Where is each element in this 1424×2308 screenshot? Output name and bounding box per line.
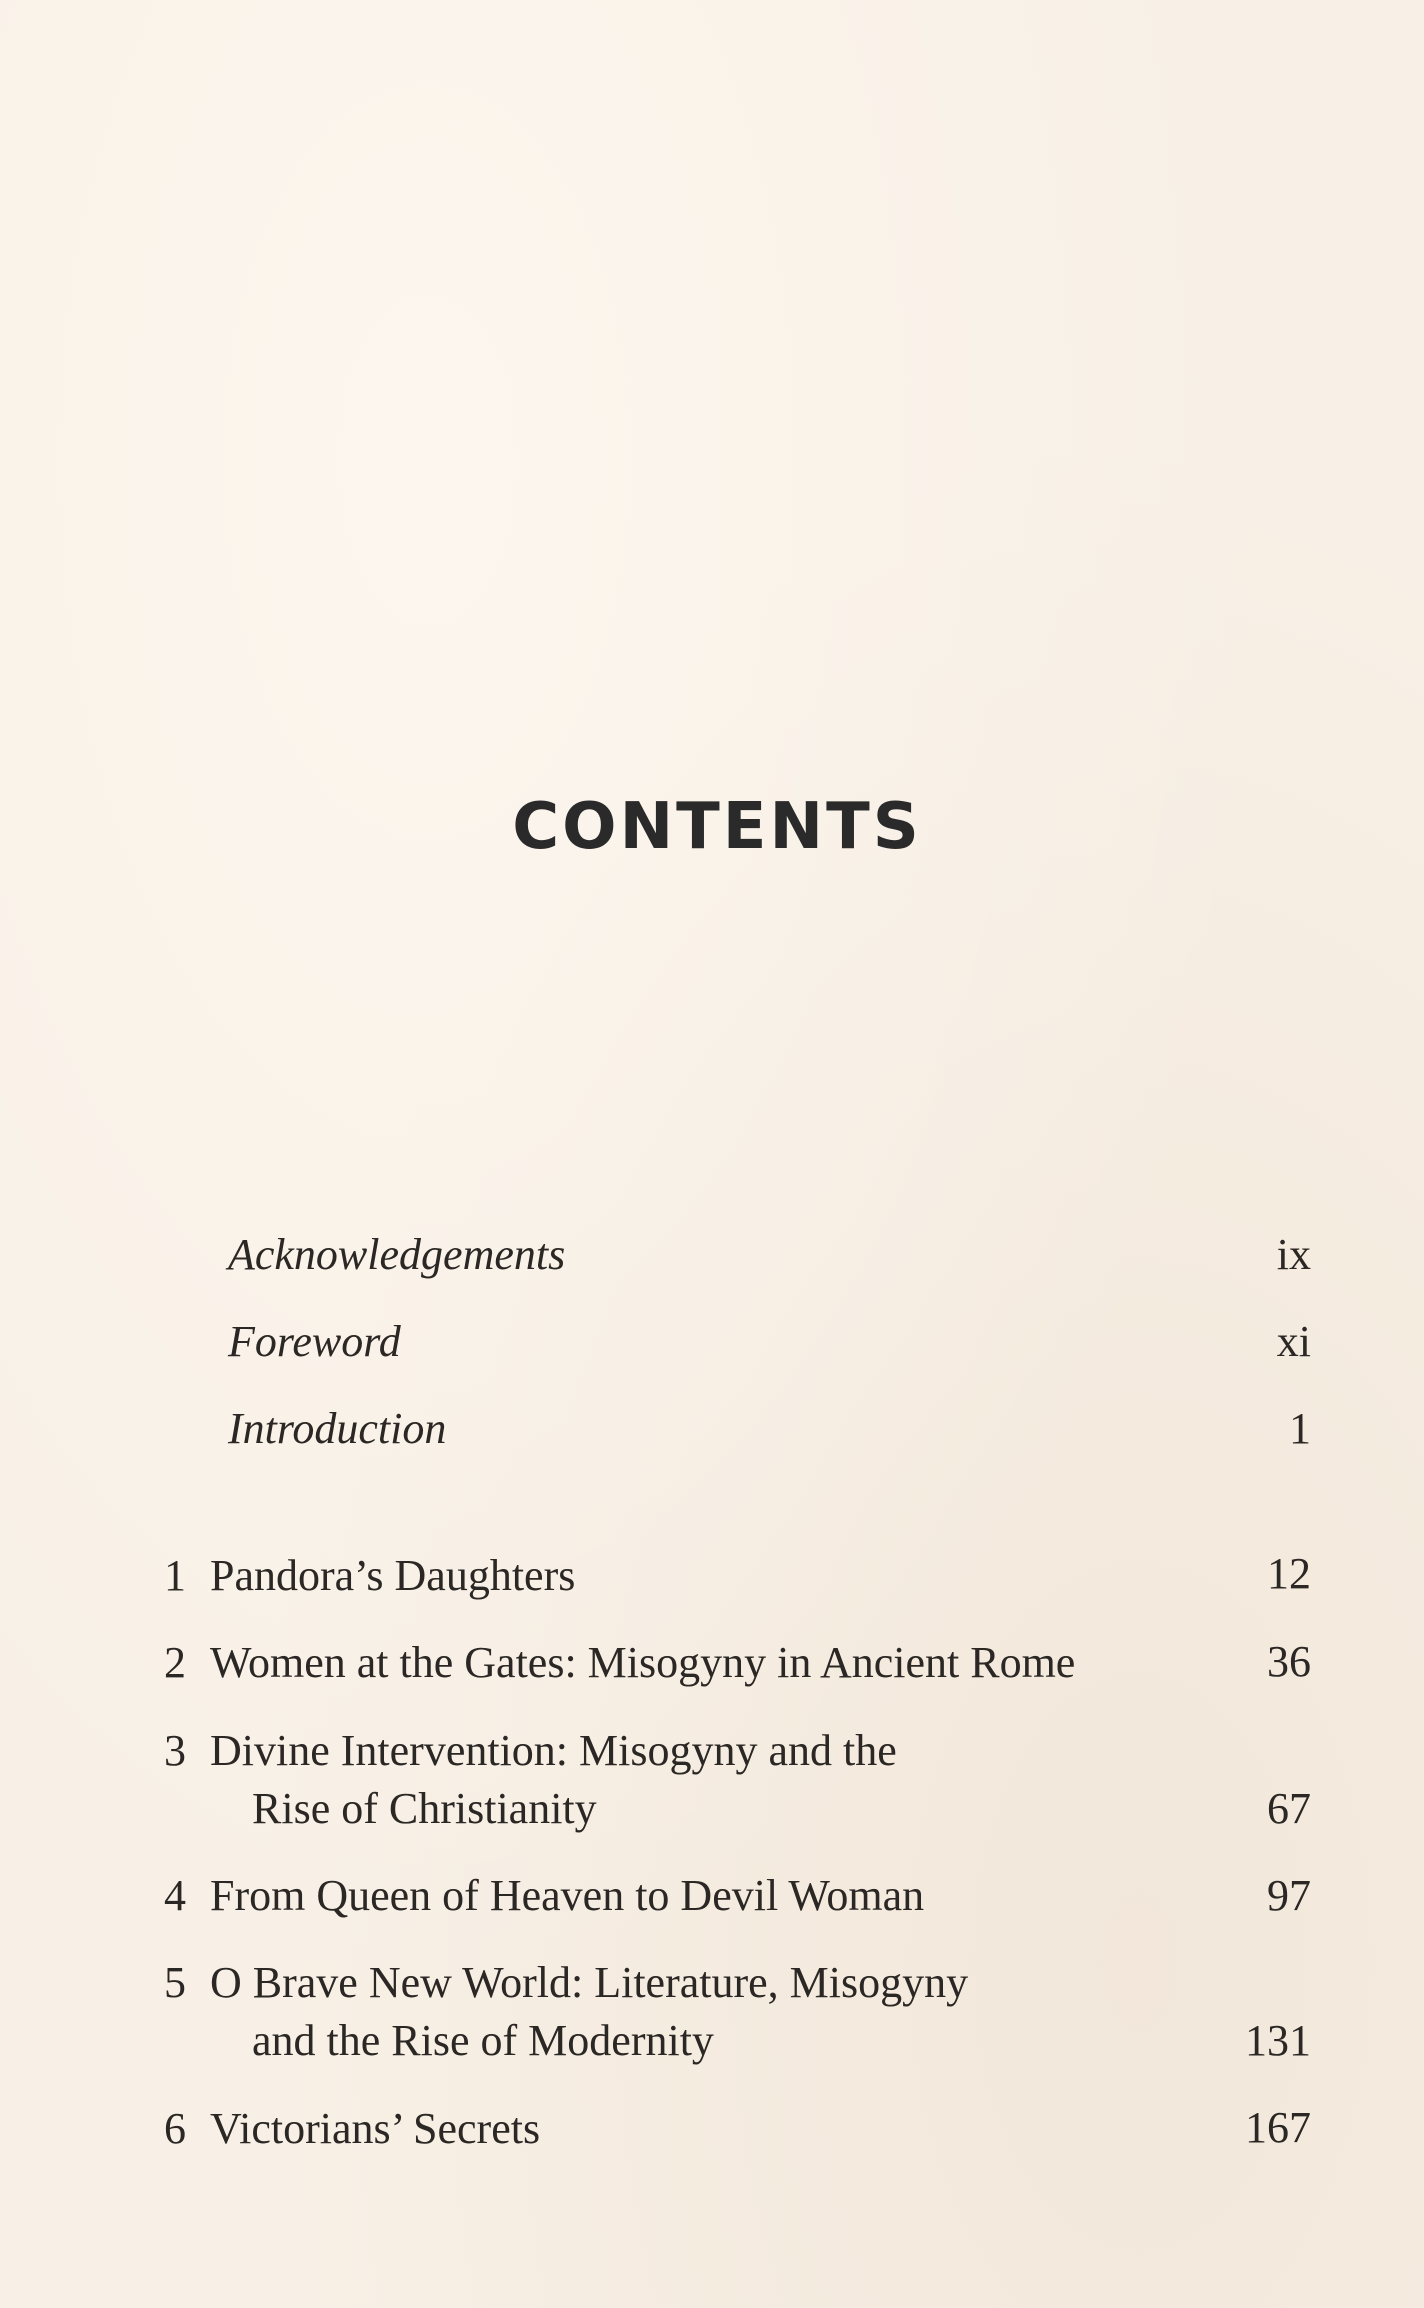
toc-chapter-number: 2 (164, 1638, 186, 1687)
toc-chapter-number: 6 (164, 2104, 186, 2153)
toc-front-label-acknowledgements: Acknowledgements (228, 1230, 566, 1279)
toc-chapter-page: 12 (1267, 1549, 1311, 1598)
toc-chapter-number: 3 (164, 1726, 186, 1775)
toc-chapter-page: 67 (1267, 1784, 1311, 1833)
page-title: CONTENTS (512, 790, 922, 864)
toc-chapter-number: 5 (164, 1958, 186, 2007)
toc-chapter-page: 36 (1267, 1637, 1311, 1686)
toc-front-label-foreword: Foreword (228, 1317, 401, 1366)
toc-front-label-introduction: Introduction (228, 1404, 447, 1453)
toc-chapter-title-continued: and the Rise of Modernity (252, 2016, 714, 2065)
toc-chapter-title: Pandora’s Daughters (210, 1551, 576, 1600)
toc-chapter-page: 97 (1267, 1871, 1311, 1920)
toc-chapter-title: Divine Intervention: Misogyny and the (210, 1726, 897, 1775)
toc-front-page-acknowledgements: ix (1276, 1230, 1311, 1279)
toc-chapter-number: 1 (164, 1551, 186, 1600)
toc-chapter-title: Women at the Gates: Misogyny in Ancient Rome (210, 1638, 1076, 1687)
toc-chapter-title-continued: Rise of Christianity (252, 1784, 597, 1833)
toc-chapter-page: 167 (1245, 2103, 1311, 2152)
toc-chapter-title: Victorians’ Secrets (210, 2104, 541, 2153)
toc-chapter-title: From Queen of Heaven to Devil Woman (210, 1871, 925, 1920)
toc-chapter-number: 4 (164, 1871, 186, 1920)
toc-chapter-title: O Brave New World: Literature, Misogyny (210, 1958, 969, 2007)
toc-front-page-introduction: 1 (1289, 1404, 1311, 1453)
toc-chapter-page: 131 (1245, 2016, 1311, 2065)
toc-front-page-foreword: xi (1276, 1317, 1311, 1366)
